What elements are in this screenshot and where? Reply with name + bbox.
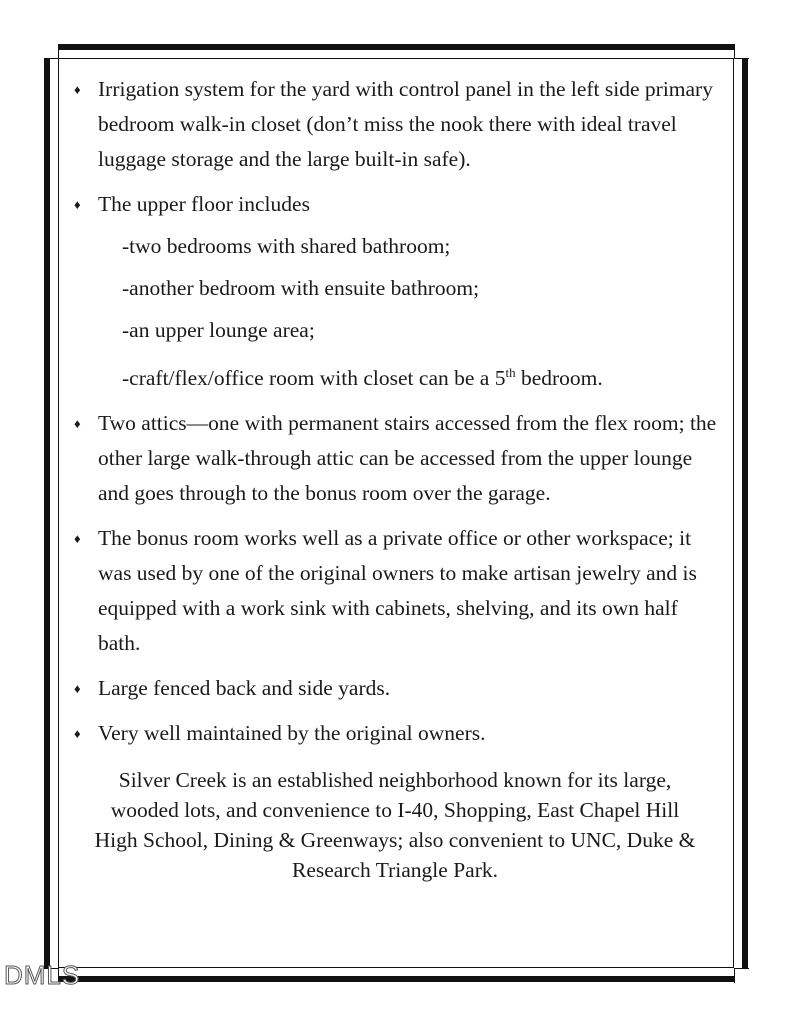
list-item — [70, 521, 720, 661]
frame-corner-top-right — [734, 44, 749, 59]
diamond-bullet-icon: ♦ — [74, 531, 81, 547]
sub-item-text: bedroom. — [515, 366, 603, 391]
neighborhood-description: Silver Creek is an established neighborhood known for its large, wooded lots, and convenience to I-40, Shopping, East Chapel Hill High School, Dining & Greenways; also convenient to UNC, Duke & Research Triangle Park. — [94, 768, 696, 883]
frame-corner-bottom-right — [734, 968, 749, 983]
sub-item: -an upper lounge area; — [122, 318, 315, 342]
list-item — [70, 406, 720, 511]
diamond-bullet-icon: ♦ — [74, 681, 81, 697]
list-item — [70, 671, 720, 706]
sub-item-text: -craft/flex/office room with closet can be a 5 — [122, 366, 506, 391]
diamond-bullet-icon: ♦ — [74, 82, 81, 97]
sub-item — [70, 355, 720, 396]
list-item — [70, 716, 720, 751]
frame-corner-top-left — [44, 44, 59, 59]
diamond-bullet-icon: ♦ — [74, 416, 81, 432]
ordinal-suffix: th — [505, 365, 516, 380]
sub-item: -two bedrooms with shared bathroom; — [122, 234, 451, 258]
list-item-text: The bonus room works well as a private office or other workspace; it was used by one of the original owners to make artisan jewelry and is equipped with a work sink with cabinets, shelving, and its own half bath. — [98, 526, 697, 656]
sub-item: -another bedroom with ensuite bathroom; — [122, 276, 480, 300]
diamond-bullet-icon: ♦ — [74, 726, 81, 742]
list-item-text: The upper floor includes — [98, 192, 310, 216]
list-item-text: Irrigation system for the yard with control panel in the left side primary bedroom walk-in closet (don’t miss the nook there with ideal travel luggage storage and the large built-in safe). — [98, 77, 713, 171]
feature-list — [70, 72, 720, 885]
list-item-text: Large fenced back and side yards. — [98, 676, 391, 701]
dmls-watermark: DMLS — [4, 960, 81, 990]
list-item-text: Two attics—one with permanent stairs accessed from the flex room; the other large walk-through attic can be accessed from the upper lounge and goes through to the bonus room over the garage. — [98, 411, 717, 506]
list-item — [70, 187, 720, 222]
diamond-bullet-icon: ♦ — [74, 197, 81, 212]
list-item — [70, 72, 720, 177]
list-item-text: Very well maintained by the original owners. — [98, 721, 486, 746]
